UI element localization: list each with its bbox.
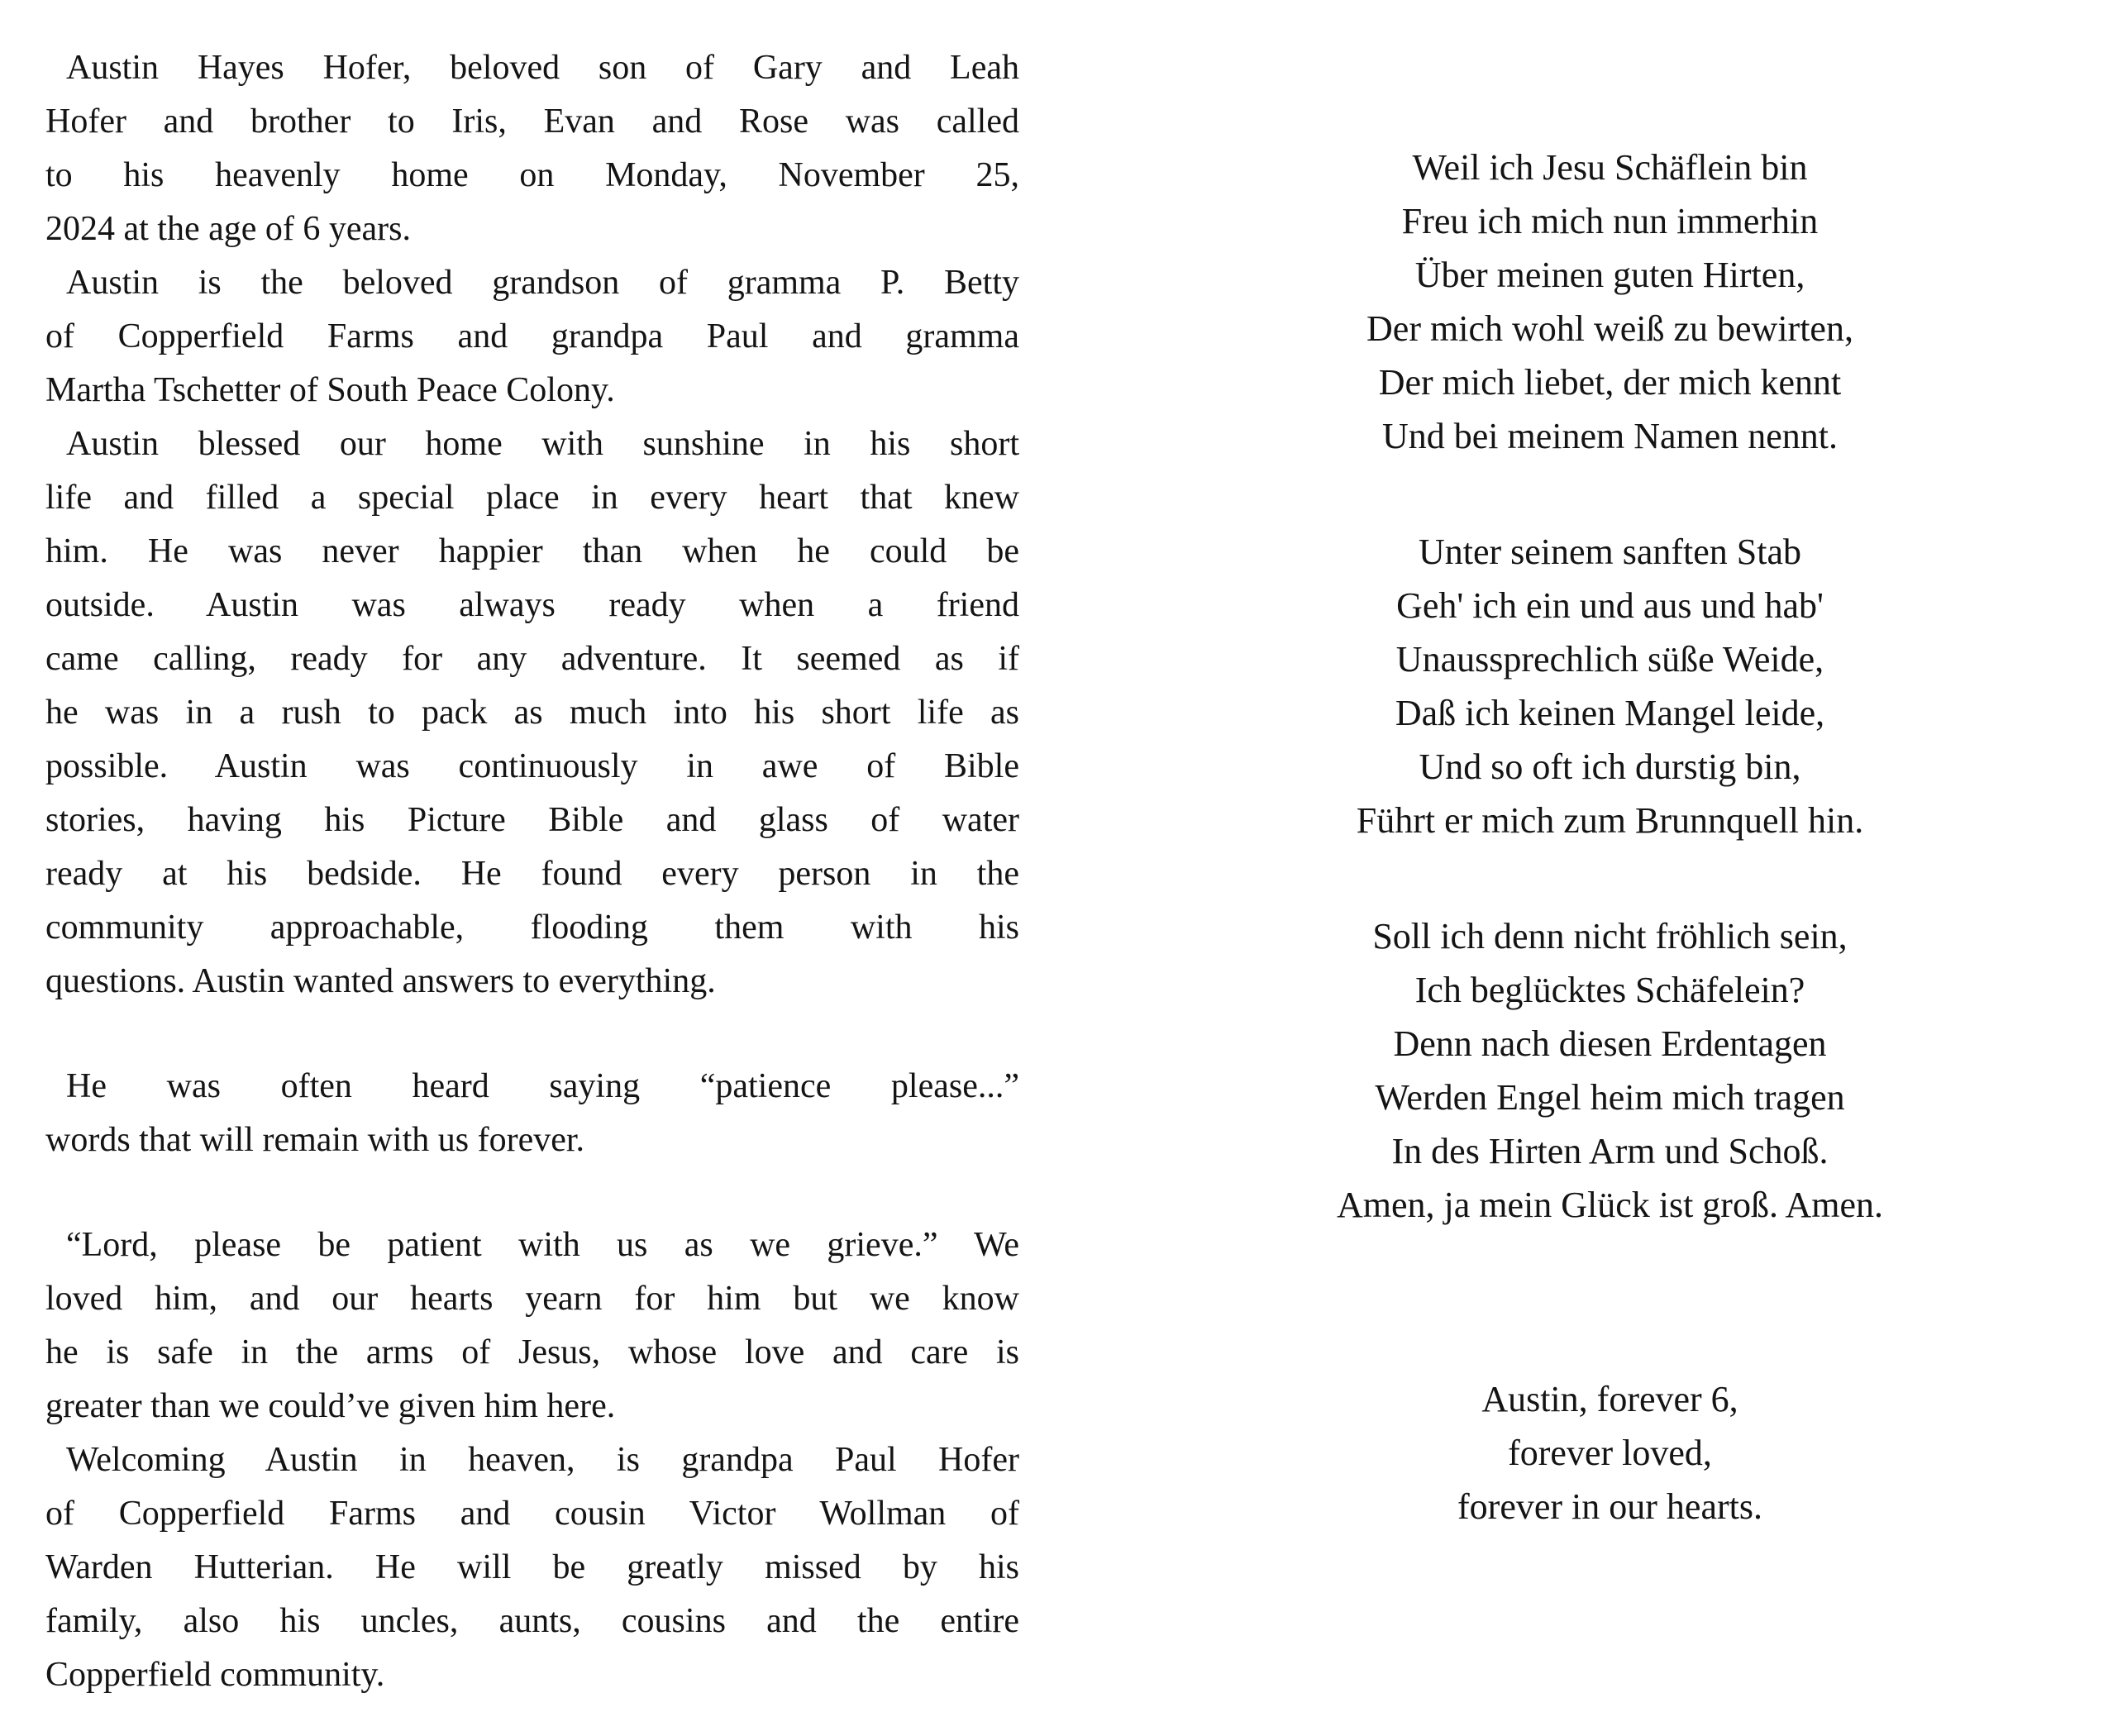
obituary-line: greater than we could’ve given him here.	[45, 1387, 616, 1425]
hymn-line: Daß ich keinen Mangel leide,	[1395, 693, 1825, 733]
obituary-paragraph	[45, 256, 1019, 417]
hymn-stanza	[1145, 909, 2075, 1232]
obituary-line: loved him, and our hearts yearn for him but we know	[45, 1280, 1019, 1318]
obituary-line: Welcoming Austin in heaven, is grandpa Paul Hofer	[66, 1441, 1019, 1479]
obituary-line: 2024 at the age of 6 years.	[45, 210, 412, 248]
obituary-line: words that will remain with us forever.	[45, 1121, 585, 1159]
obituary-line: He was often heard saying “patience please...”	[66, 1067, 1019, 1105]
hymn-line: Und bei meinem Namen nennt.	[1381, 416, 1839, 456]
hymn-stanza	[1145, 525, 2075, 847]
obituary-line: family, also his uncles, aunts, cousins and the entire	[45, 1602, 1019, 1640]
hymn-line: Amen, ja mein Glück ist groß. Amen.	[1336, 1185, 1884, 1225]
hymn-line: In des Hirten Arm und Schoß.	[1391, 1131, 1829, 1171]
closing-line: forever loved,	[1508, 1433, 1712, 1473]
obituary-paragraph	[45, 41, 1019, 256]
hymn-line: Und so oft ich durstig bin,	[1419, 746, 1801, 787]
hymn-line: Der mich liebet, der mich kennt	[1378, 362, 1842, 403]
obituary-line: stories, having his Picture Bible and glass of water	[45, 801, 1019, 839]
obituary-line: “Lord, please be patient with us as we grieve.” We	[66, 1226, 1019, 1264]
obituary-line: Austin is the beloved grandson of gramma P. Betty	[66, 264, 1019, 302]
hymn-column	[1029, 0, 2108, 1736]
hymn-line: Denn nach diesen Erdentagen	[1393, 1023, 1827, 1064]
hymn-line: Werden Engel heim mich tragen	[1375, 1077, 1845, 1118]
obituary-line: he was in a rush to pack as much into his short life as	[45, 694, 1019, 732]
obituary-line: Austin blessed our home with sunshine in his short	[66, 425, 1019, 463]
obituary-line: to his heavenly home on Monday, November 25,	[45, 156, 1019, 194]
obituary-line: Hofer and brother to Iris, Evan and Rose was called	[45, 103, 1019, 141]
hymn-line: Weil ich Jesu Schäflein bin	[1412, 147, 1808, 188]
obituary-line: Warden Hutterian. He will be greatly missed by his	[45, 1548, 1019, 1586]
hymn-line: Der mich wohl weiß zu bewirten,	[1366, 308, 1853, 349]
obituary-line: community approachable, flooding them with his	[45, 909, 1019, 947]
hymn-line: Unter seinem sanften Stab	[1418, 532, 1802, 572]
obituary-line: possible. Austin was continuously in awe of Bible	[45, 747, 1019, 785]
closing-line: Austin, forever 6,	[1481, 1379, 1738, 1419]
hymn-line: Unaussprechlich süße Weide,	[1395, 639, 1824, 680]
obituary-line: life and filled a special place in every heart that knew	[45, 479, 1019, 517]
memorial-closing	[1145, 1372, 2075, 1533]
obituary-line: of Copperfield Farms and grandpa Paul and gramma	[45, 317, 1019, 355]
hymn-stanza	[1145, 141, 2075, 463]
hymn-line: Soll ich denn nicht fröhlich sein,	[1372, 916, 1848, 956]
hymn-line: Freu ich mich nun immerhin	[1401, 201, 1819, 241]
hymn-line: Ich beglücktes Schäfelein?	[1414, 970, 1805, 1010]
hymn-line: Über meinen guten Hirten,	[1414, 255, 1805, 295]
obituary-line: Copperfield community.	[45, 1656, 385, 1694]
obituary-line: Austin Hayes Hofer, beloved son of Gary and Leah	[66, 49, 1019, 87]
hymn-line: Geh' ich ein und aus und hab'	[1396, 585, 1824, 626]
hymn-line: Führt er mich zum Brunnquell hin.	[1356, 800, 1864, 841]
obituary-paragraph	[45, 1433, 1019, 1702]
obituary-line: came calling, ready for any adventure. It seemed as if	[45, 640, 1019, 678]
obituary-line: Martha Tschetter of South Peace Colony.	[45, 371, 615, 409]
obituary-line: he is safe in the arms of Jesus, whose love and care is	[45, 1333, 1019, 1371]
obituary-line: him. He was never happier than when he could be	[45, 532, 1019, 570]
obituary-line: ready at his bedside. He found every person in the	[45, 855, 1019, 893]
obituary-line: questions. Austin wanted answers to everything.	[45, 962, 716, 1000]
obituary-column	[0, 0, 1029, 1736]
obituary-line: outside. Austin was always ready when a friend	[45, 586, 1019, 624]
obituary-line: of Copperfield Farms and cousin Victor Wollman of	[45, 1495, 1019, 1533]
closing-line: forever in our hearts.	[1457, 1486, 1762, 1527]
obituary-paragraph	[45, 417, 1019, 1009]
obituary-paragraph	[45, 1219, 1019, 1433]
obituary-paragraph	[45, 1060, 1019, 1167]
